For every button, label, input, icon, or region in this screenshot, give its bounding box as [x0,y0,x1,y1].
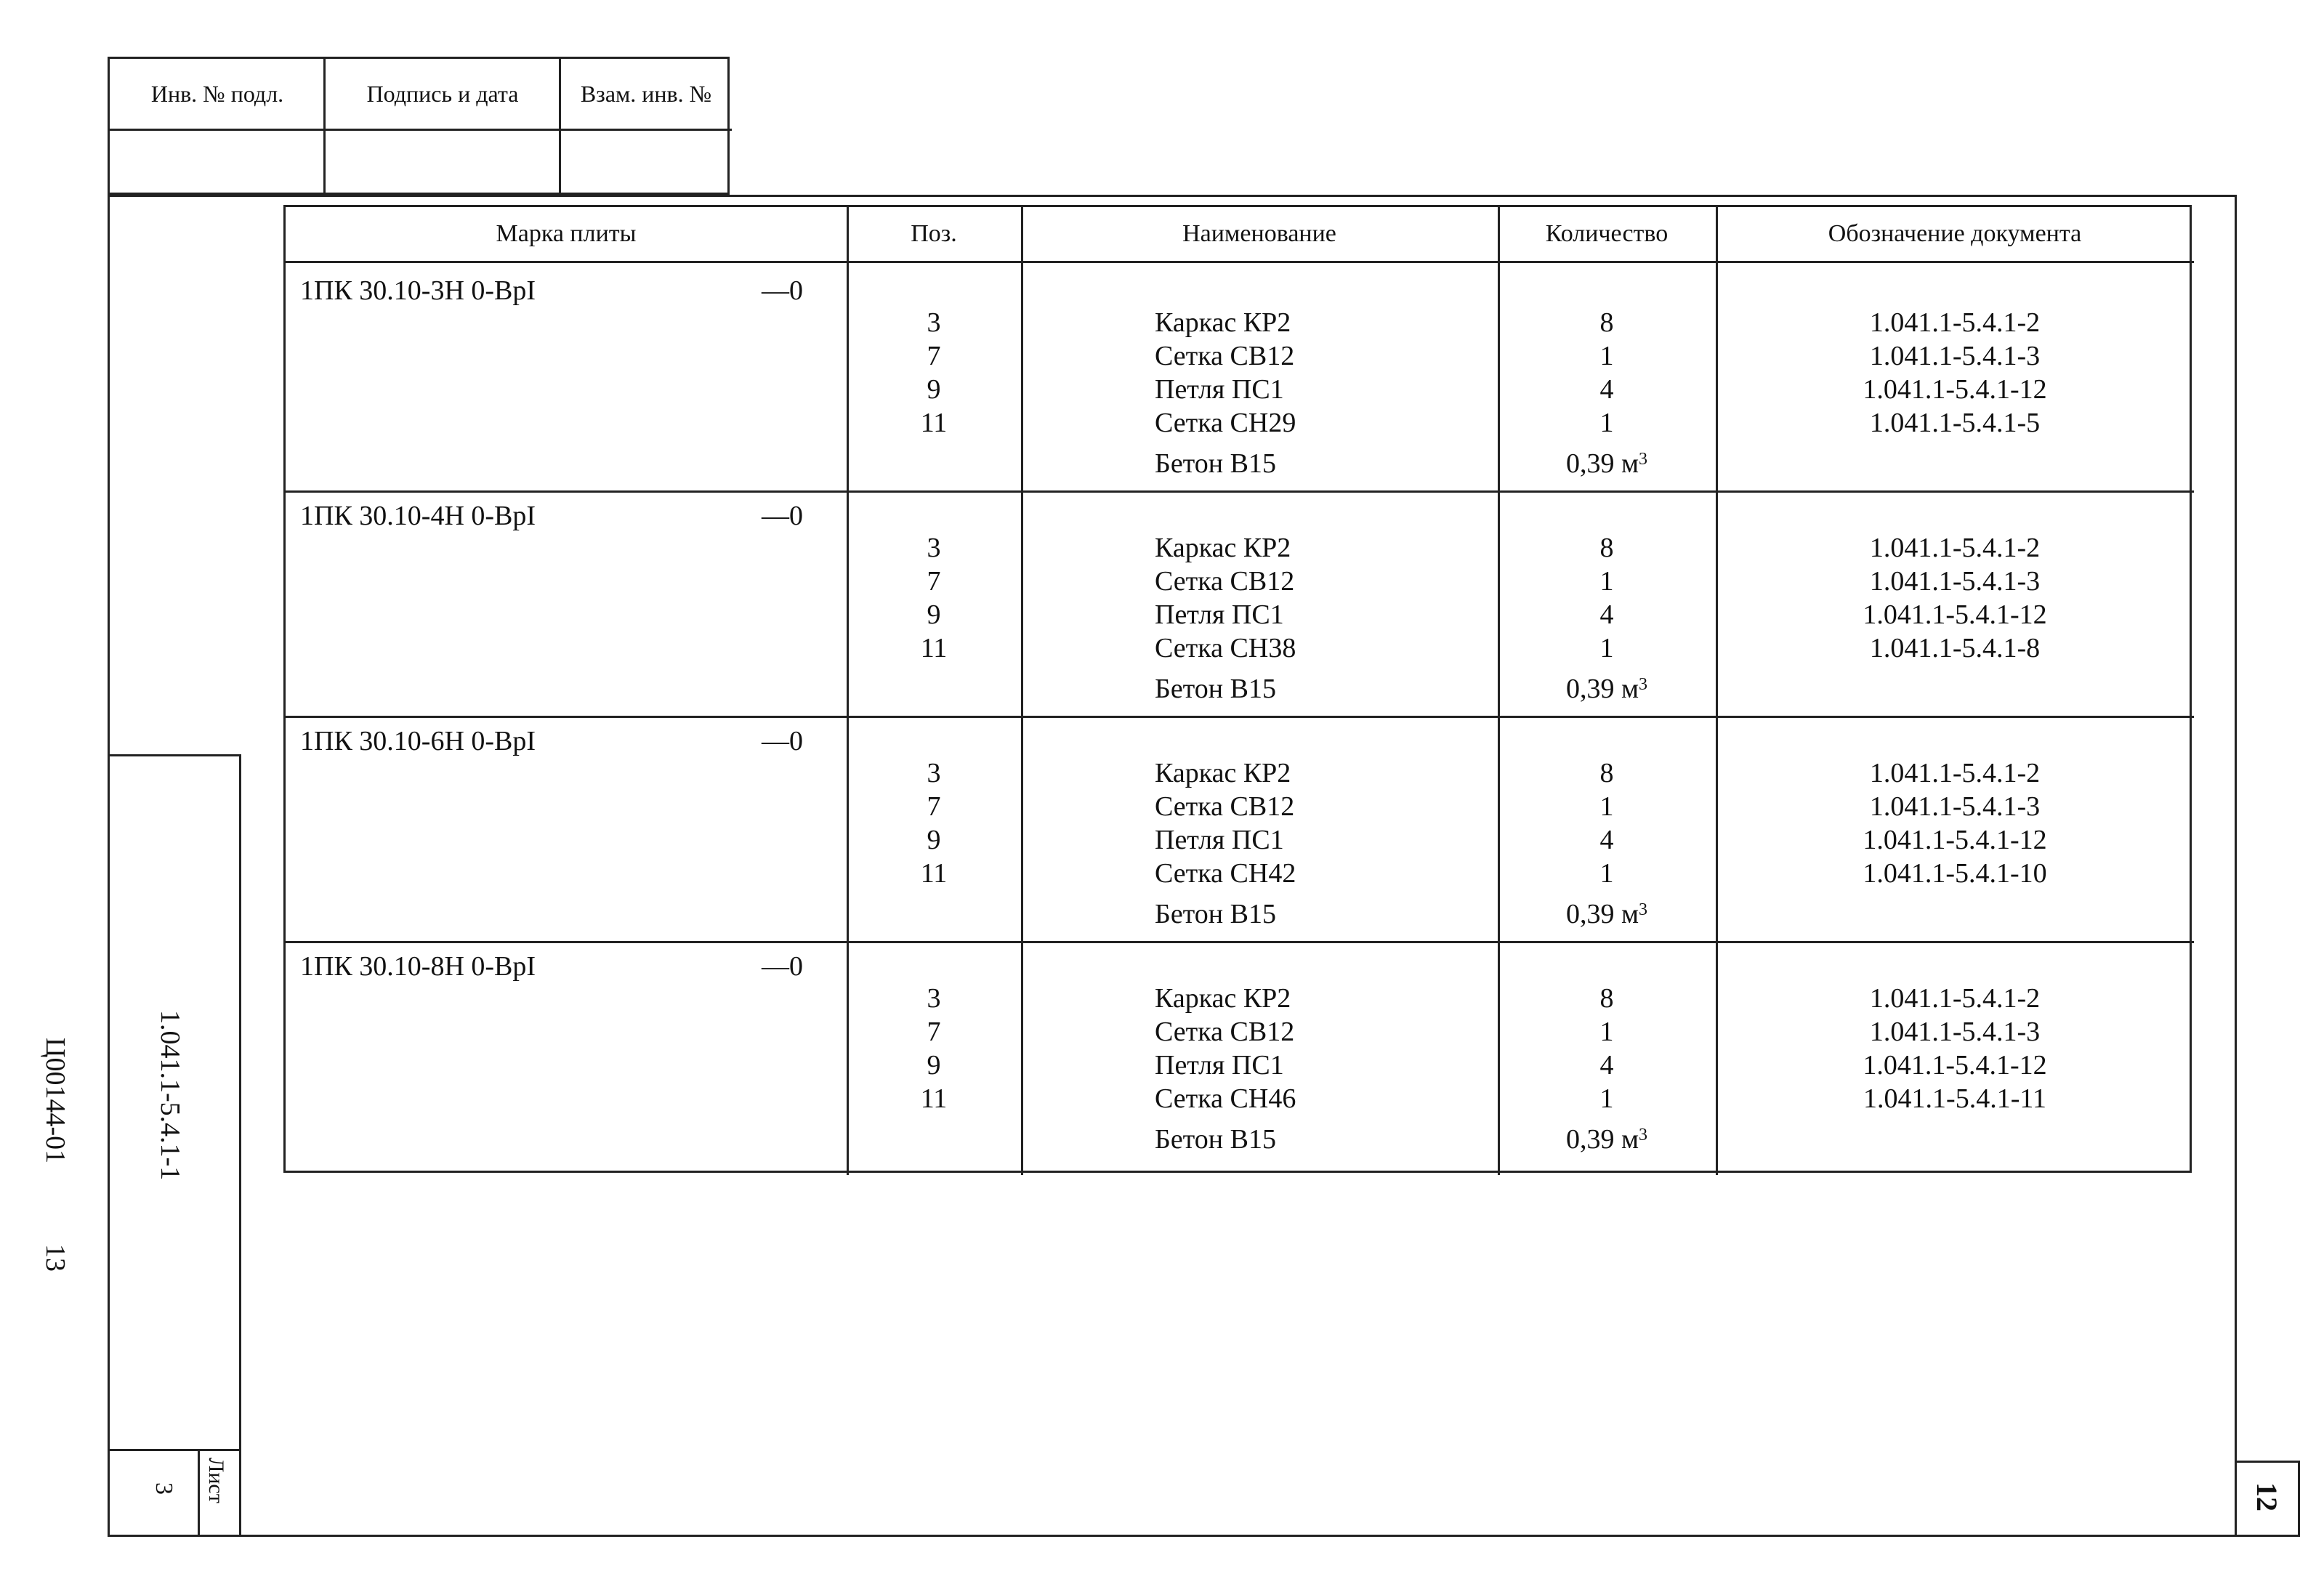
pos-cell: 7 [927,1017,941,1047]
plate-mark: 1ПК 30.10-3Н 0-ВрI [300,275,536,306]
stamp-replaced-inv: Взам. инв. № [580,80,712,107]
concrete-name: Бетон В15 [1155,899,1276,929]
name-cell: Каркас КР2 [1155,533,1291,563]
plate-mark: 1ПК 30.10-8Н 0-ВрI [300,951,536,982]
concrete-name: Бетон В15 [1155,674,1276,704]
unit-exponent: 3 [1639,675,1648,694]
qty-cell: 1 [1599,858,1614,889]
name-cell: Каркас КР2 [1155,307,1291,338]
side-block-top [108,754,241,756]
col-header-qty: Количество [1545,220,1669,247]
plate-mark: 1ПК 30.10-4Н 0-ВрI [300,501,536,531]
side-sheet-number: 3 [150,1482,177,1495]
doc-cell: 1.041.1-5.4.1-5 [1869,408,2041,438]
name-cell: Сетка СВ12 [1155,566,1295,597]
doc-cell: 1.041.1-5.4.1-3 [1869,791,2041,822]
group-separator [286,716,2194,718]
doc-cell: 1.041.1-5.4.1-3 [1869,1017,2041,1047]
frame-right [2235,195,2237,1536]
frame-left [108,195,110,1536]
unit-exponent: 3 [1639,1126,1648,1144]
archive-page: 13 [40,1244,70,1272]
pos-cell: 11 [920,633,948,663]
name-cell: Петля ПС1 [1155,1050,1284,1081]
doc-cell: 1.041.1-5.4.1-3 [1869,341,2041,371]
doc-cell: 1.041.1-5.4.1-2 [1869,758,2041,788]
concrete-qty: 0,39 $м^3$ [1565,674,1648,704]
side-doc-code: 1.041.1-5.4.1-1 [155,1010,185,1181]
doc-cell: 1.041.1-5.4.1-2 [1869,307,2041,338]
name-cell: Сетка СН38 [1155,633,1296,663]
doc-cell: 1.041.1-5.4.1-2 [1869,533,2041,563]
page-box-top [2235,1461,2300,1463]
pos-cell: 11 [920,858,948,889]
stamp-divider [110,129,732,131]
qty-cell: 4 [1599,374,1614,405]
doc-cell: 1.041.1-5.4.1-3 [1869,566,2041,597]
unit-exponent: 3 [1639,900,1648,919]
stamp-divider [323,59,326,197]
name-cell: Сетка СН29 [1155,408,1296,438]
doc-cell: 1.041.1-5.4.1-11 [1863,1083,2046,1114]
col-header-mark: Марка плиты [496,220,637,247]
qty-cell: 1 [1599,341,1614,371]
doc-cell: 1.041.1-5.4.1-2 [1869,983,2041,1014]
side-block-divider [198,1449,200,1536]
side-sheet-label: Лист [204,1458,228,1503]
pos-cell: 9 [927,599,941,630]
concrete-name: Бетон В15 [1155,448,1276,479]
qty-cell: 1 [1599,408,1614,438]
stamp-divider [559,59,561,197]
doc-cell: 1.041.1-5.4.1-8 [1869,633,2041,663]
pos-cell: 11 [920,408,948,438]
concrete-qty: 0,39 $м^3$ [1565,899,1648,929]
name-cell: Сетка СВ12 [1155,1017,1295,1047]
qty-cell: 4 [1599,825,1614,855]
name-cell: Сетка СВ12 [1155,341,1295,371]
pos-cell: 11 [920,1083,948,1114]
doc-cell: 1.041.1-5.4.1-12 [1863,374,2047,405]
doc-cell: 1.041.1-5.4.1-12 [1863,825,2047,855]
col-header-name: Наименование [1182,220,1336,247]
pos-cell: 3 [927,983,941,1014]
name-cell: Сетка СН42 [1155,858,1296,889]
col-header-pos: Поз. [911,220,957,247]
qty-cell: 8 [1599,758,1614,788]
name-cell: Петля ПС1 [1155,599,1284,630]
qty-cell: 8 [1599,307,1614,338]
col-header-doc: Обозначение документа [1828,220,2082,247]
name-cell: Каркас КР2 [1155,758,1291,788]
pos-cell: 7 [927,341,941,371]
concrete-qty: 0,39 $м^3$ [1565,448,1648,479]
archive-code: Ц00144-01 [40,1038,70,1164]
plate-mark-suffix: —0 [762,726,803,756]
specification-table [283,205,2192,1173]
qty-cell: 1 [1599,566,1614,597]
name-cell: Сетка СВ12 [1155,791,1295,822]
plate-mark-suffix: —0 [762,501,803,531]
column-line [1021,207,1023,1175]
header-separator [286,261,2194,263]
page-box-bottom [2235,1535,2300,1537]
qty-cell: 1 [1599,1017,1614,1047]
qty-cell: 1 [1599,791,1614,822]
pos-cell: 3 [927,758,941,788]
page-number: 12 [2251,1482,2283,1511]
unit-exponent: 3 [1639,450,1648,469]
pos-cell: 3 [927,533,941,563]
doc-cell: 1.041.1-5.4.1-12 [1863,599,2047,630]
plate-mark: 1ПК 30.10-6Н 0-ВрI [300,726,536,756]
pos-cell: 7 [927,566,941,597]
qty-cell: 1 [1599,1083,1614,1114]
qty-cell: 8 [1599,983,1614,1014]
group-separator [286,941,2194,943]
frame-top [108,195,2237,197]
qty-cell: 4 [1599,599,1614,630]
qty-cell: 8 [1599,533,1614,563]
plate-mark-suffix: —0 [762,951,803,982]
pos-cell: 7 [927,791,941,822]
pos-cell: 9 [927,825,941,855]
name-cell: Каркас КР2 [1155,983,1291,1014]
doc-cell: 1.041.1-5.4.1-10 [1863,858,2047,889]
stamp-inv-no: Инв. № подл. [150,80,284,107]
frame-bottom [108,1535,2237,1537]
pos-cell: 9 [927,374,941,405]
name-cell: Сетка СН46 [1155,1083,1296,1114]
pos-cell: 3 [927,307,941,338]
doc-cell: 1.041.1-5.4.1-12 [1863,1050,2047,1081]
name-cell: Петля ПС1 [1155,825,1284,855]
qty-cell: 4 [1599,1050,1614,1081]
group-separator [286,490,2194,493]
stamp-signature-date: Подпись и дата [366,80,519,107]
approval-stamp [108,57,730,195]
pos-cell: 9 [927,1050,941,1081]
concrete-qty: 0,39 $м^3$ [1565,1124,1648,1155]
plate-mark-suffix: —0 [762,275,803,306]
concrete-name: Бетон В15 [1155,1124,1276,1155]
name-cell: Петля ПС1 [1155,374,1284,405]
qty-cell: 1 [1599,633,1614,663]
page-box-right [2298,1461,2300,1537]
side-block-divider [108,1449,241,1451]
side-block-right [239,754,241,1536]
